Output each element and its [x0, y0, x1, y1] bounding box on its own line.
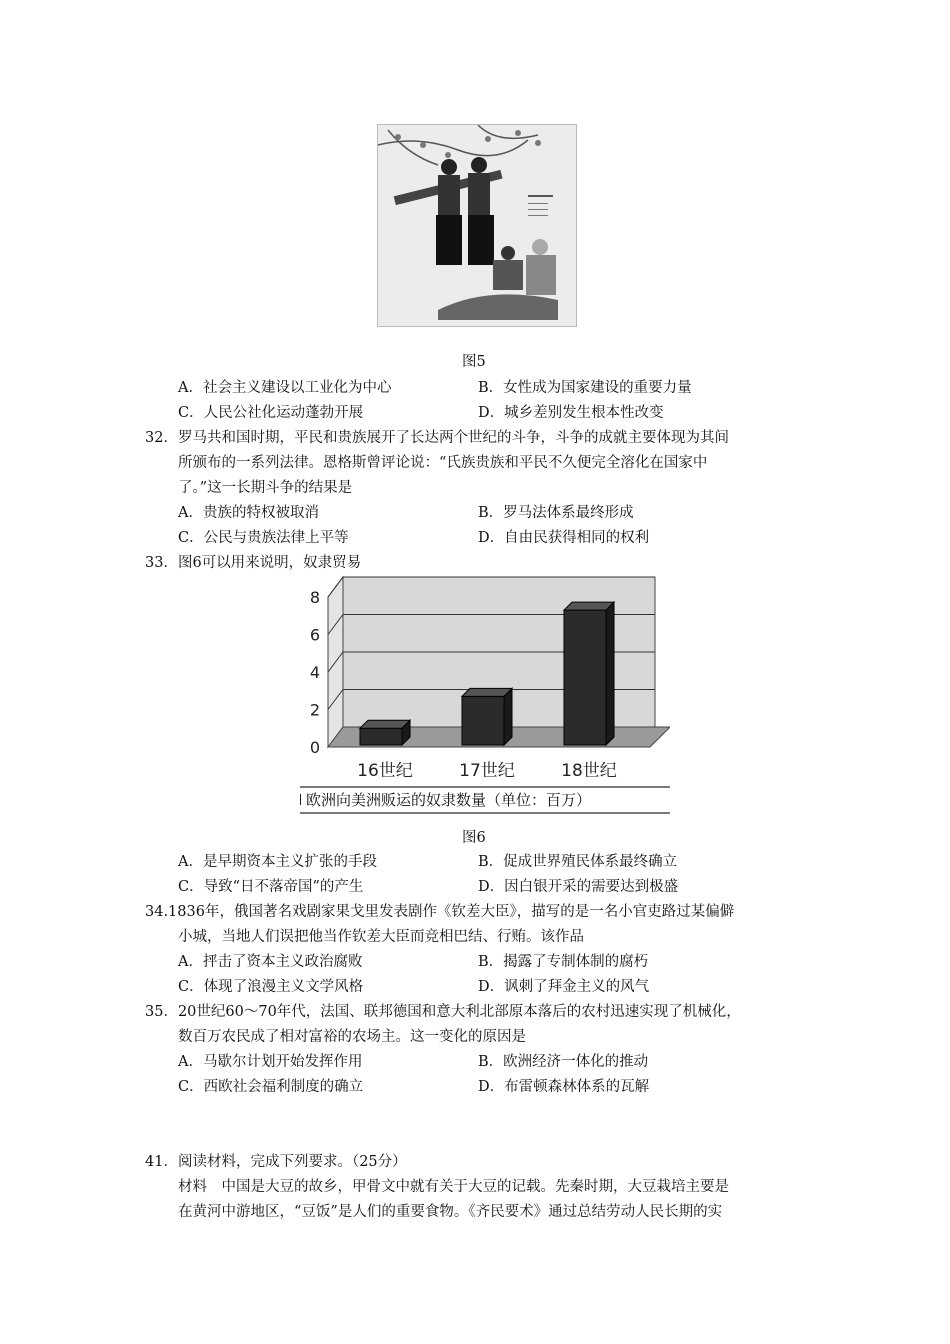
q31-option-a: A．社会主义建设以工业化为中心: [178, 380, 392, 396]
q35-option-a: A．马歇尔计划开始发挥作用: [178, 1054, 363, 1070]
q34-option-a: A．抨击了资本主义政治腐败: [178, 954, 363, 970]
poster-image: [377, 124, 577, 327]
figure6-caption: 图6: [462, 830, 486, 846]
q34-stem-line2: 小城，当地人们误把他当作钦差大臣而竞相巴结、行贿。该作品: [178, 929, 584, 945]
bar: [564, 602, 614, 745]
q35-option-d: D．布雷顿森林体系的瓦解: [478, 1079, 650, 1095]
q34-stem-line1: 34.1836年，俄国著名戏剧家果戈里发表剧作《钦差大臣》，描写的是一名小官吏路过某偏僻: [145, 904, 735, 920]
q33-stem: 33．图6可以用来说明，奴隶贸易: [145, 555, 362, 571]
q35-option-b: B．欧洲经济一体化的推动: [478, 1054, 649, 1070]
bar: [462, 688, 512, 745]
q32-option-c: C．公民与贵族法律上平等: [178, 530, 349, 546]
legend-swatch: [300, 794, 301, 805]
y-tick-label: 2: [309, 700, 320, 720]
q34-option-c: C．体现了浪漫主义文学风格: [178, 979, 364, 995]
y-tick-label: 6: [309, 625, 320, 645]
q32-stem-line1: 32．罗马共和国时期，平民和贵族展开了长达两个世纪的斗争，斗争的成就主要体现为其间: [145, 430, 729, 446]
y-tick-label: 8: [309, 588, 320, 607]
legend-label: 欧洲向美洲贩运的奴隶数量（单位：百万）: [306, 791, 592, 809]
bar: [360, 720, 410, 745]
q34-option-d: D．讽刺了拜金主义的风气: [478, 979, 650, 995]
q35-stem-line2: 数百万农民成了相对富裕的农场主。这一变化的原因是: [178, 1029, 526, 1045]
y-tick-label: 0: [309, 738, 320, 757]
q33-option-a: A．是早期资本主义扩张的手段: [178, 854, 377, 870]
q31-option-d: D．城乡差别发生根本性改变: [478, 405, 664, 421]
q34-option-b: B．揭露了专制体制的腐朽: [478, 954, 649, 970]
q33-option-d: D．因白银开采的需要达到极盛: [478, 879, 679, 895]
figure5-caption: 图5: [462, 354, 486, 370]
q33-option-b: B．促成世界殖民体系最终确立: [478, 854, 678, 870]
q31-option-c: C．人民公社化运动蓬勃开展: [178, 405, 364, 421]
q35-stem-line1: 35．20世纪60～70年代，法国、联邦德国和意大利北部原本落后的农村迅速实现了机械化，: [145, 1004, 741, 1020]
q32-stem-line2: 所颁布的一系列法律。恩格斯曾评论说：“氏族贵族和平民不久便完全溶化在国家中: [178, 455, 708, 471]
q41-material-line2: 在黄河中游地区，“豆饭”是人们的重要食物。《齐民要术》通过总结劳动人民长期的实: [178, 1204, 723, 1220]
y-tick-label: 4: [309, 663, 320, 682]
q32-option-a: A．贵族的特权被取消: [178, 505, 319, 521]
q32-option-d: D．自由民获得相同的权利: [478, 530, 650, 546]
x-tick-label: 18世纪: [561, 761, 617, 781]
x-tick-label: 16世纪: [357, 761, 413, 781]
q31-option-b: B．女性成为国家建设的重要力量: [478, 380, 692, 396]
slave-trade-chart: [300, 575, 670, 820]
q32-stem-line3: 了。”这一长期斗争的结果是: [178, 480, 353, 496]
q41-material-line1: 材料 中国是大豆的故乡，甲骨文中就有关于大豆的记载。先秦时期，大豆栽培主要是: [178, 1179, 729, 1195]
x-tick-label: 17世纪: [459, 761, 515, 781]
q41-stem: 41．阅读材料，完成下列要求。（25分）: [145, 1154, 407, 1170]
q33-option-c: C．导致“日不落帝国”的产生: [178, 879, 364, 895]
q35-option-c: C．西欧社会福利制度的确立: [178, 1079, 364, 1095]
q32-option-b: B．罗马法体系最终形成: [478, 505, 634, 521]
